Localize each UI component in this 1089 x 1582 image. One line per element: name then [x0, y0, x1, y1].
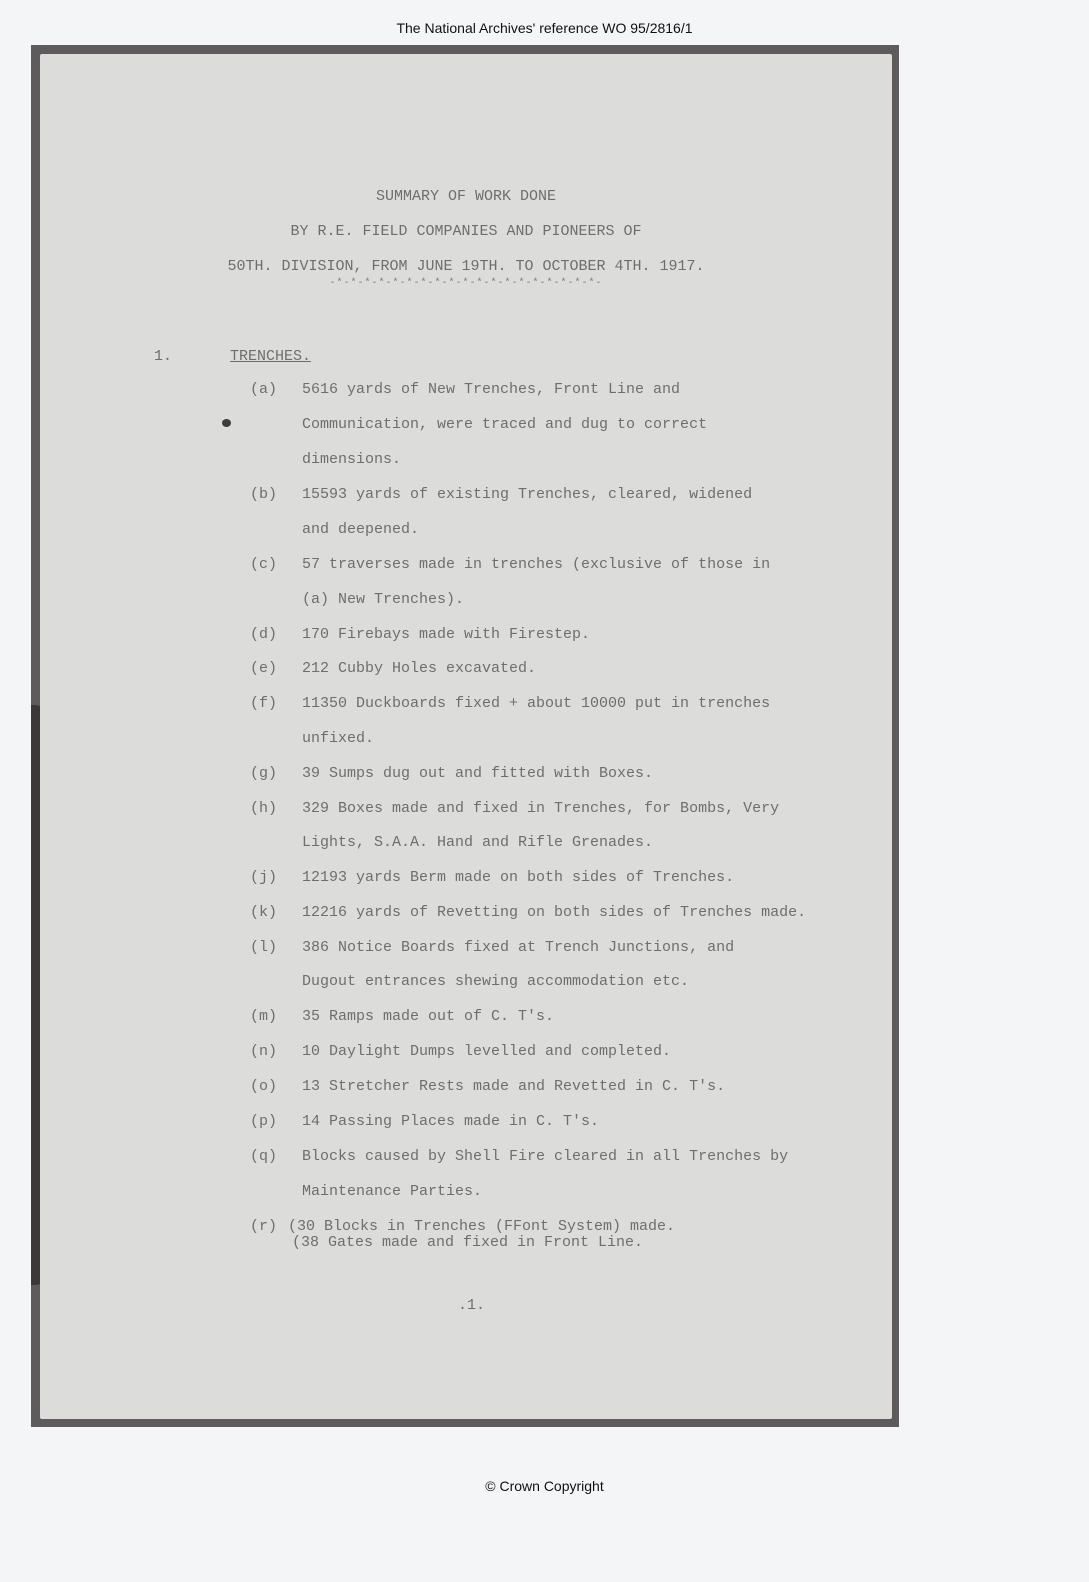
- item-text-line: Dugout entrances shewing accommodation etc.: [302, 973, 690, 990]
- item-label: (p): [250, 1113, 278, 1130]
- item-text-line: Communication, were traced and dug to correct: [302, 416, 708, 433]
- item-label: (c): [250, 556, 278, 573]
- item-text-line: Lights, S.A.A. Hand and Rifle Grenades.: [302, 834, 654, 851]
- item-text-line: (30 Blocks in Trenches (FFont System) made.: [288, 1218, 676, 1235]
- item-label: (a): [250, 381, 278, 398]
- item-text-line: 39 Sumps dug out and fitted with Boxes.: [302, 765, 654, 782]
- item-label: (m): [250, 1008, 278, 1025]
- item-text-line: 13 Stretcher Rests made and Revetted in C. T's.: [302, 1078, 726, 1095]
- item-label: (r): [250, 1218, 278, 1235]
- item-text-line: 12193 yards Berm made on both sides of Trenches.: [302, 869, 735, 886]
- item-text-line: 14 Passing Places made in C. T's.: [302, 1113, 600, 1130]
- item-text-line: 10 Daylight Dumps levelled and completed.: [302, 1043, 672, 1060]
- item-text-line: 212 Cubby Holes excavated.: [302, 660, 537, 677]
- item-text-line: 329 Boxes made and fixed in Trenches, for Bombs, Very: [302, 800, 780, 817]
- item-text-line: Maintenance Parties.: [302, 1183, 483, 1200]
- doc-title-line-3: 50TH. DIVISION, FROM JUNE 19TH. TO OCTOBER 4TH. 1917.: [227, 258, 705, 275]
- copyright-notice: © Crown Copyright: [485, 1478, 604, 1494]
- section-number: 1.: [154, 348, 173, 365]
- item-text-line: 5616 yards of New Trenches, Front Line and: [302, 381, 681, 398]
- item-label: (l): [250, 939, 278, 956]
- item-text-line: 57 traverses made in trenches (exclusive of those in: [302, 556, 771, 573]
- item-text-line: (a) New Trenches).: [302, 591, 465, 608]
- item-text-line: 15593 yards of existing Trenches, cleared, widened: [302, 486, 753, 503]
- item-label: (j): [250, 869, 278, 886]
- page-number: .1.: [458, 1297, 486, 1314]
- doc-title-line-2: BY R.E. FIELD COMPANIES AND PIONEERS OF: [290, 223, 642, 240]
- item-text-line: unfixed.: [302, 730, 375, 747]
- doc-title-line-1: SUMMARY OF WORK DONE: [375, 188, 557, 205]
- title-decoration: -*-*-*-*-*-*-*-*-*-*-*-*-*-*-*-*-*-*-*-: [329, 278, 603, 289]
- item-label: (g): [250, 765, 278, 782]
- item-text-line: 11350 Duckboards fixed + about 10000 put in trenches: [302, 695, 771, 712]
- ink-mark: [222, 419, 231, 427]
- item-label: (b): [250, 486, 278, 503]
- item-text-line: 170 Firebays made with Firestep.: [302, 626, 591, 643]
- item-label: (k): [250, 904, 278, 921]
- item-label: (e): [250, 660, 278, 677]
- item-text-line: Blocks caused by Shell Fire cleared in all Trenches by: [302, 1148, 789, 1165]
- item-label: (o): [250, 1078, 278, 1095]
- item-text-line: 386 Notice Boards fixed at Trench Junctions, and: [302, 939, 735, 956]
- archive-reference: The National Archives' reference WO 95/2816/1: [396, 20, 693, 36]
- item-text-line: (38 Gates made and fixed in Front Line.: [292, 1234, 644, 1251]
- item-text-line: 35 Ramps made out of C. T's.: [302, 1008, 555, 1025]
- item-label: (d): [250, 626, 278, 643]
- document-scan-frame: [31, 45, 899, 1427]
- item-text-line: and deepened.: [302, 521, 420, 538]
- item-label: (h): [250, 800, 278, 817]
- document-page: [40, 54, 892, 1419]
- section-title: TRENCHES.: [230, 348, 312, 365]
- item-text-line: dimensions.: [302, 451, 402, 468]
- item-text-line: 12216 yards of Revetting on both sides of Trenches made.: [302, 904, 807, 921]
- item-label: (n): [250, 1043, 278, 1060]
- item-label: (q): [250, 1148, 278, 1165]
- item-label: (f): [250, 695, 278, 712]
